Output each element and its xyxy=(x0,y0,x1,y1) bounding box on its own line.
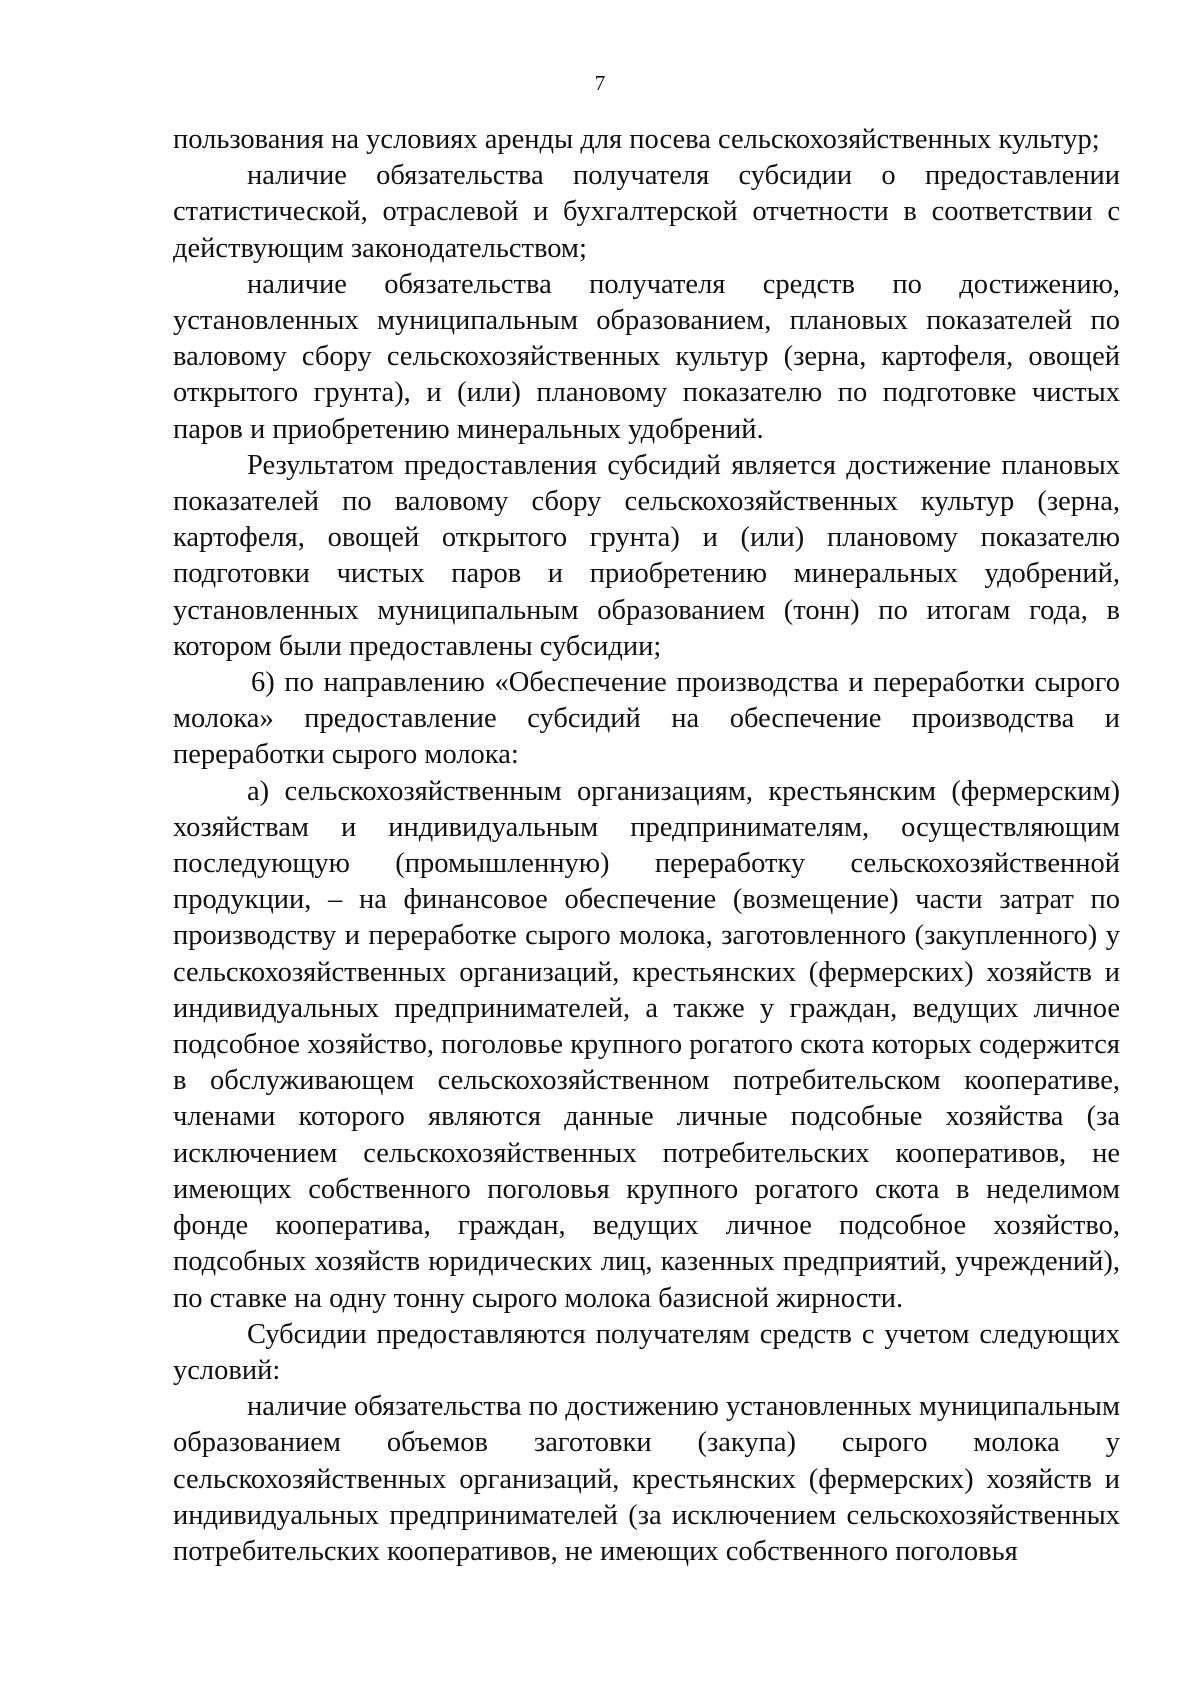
paragraph-subitem-a: а) сельскохозяйственным организациям, крестьянским (фермерским) хозяйствам и индивидуальным предпринимателям, осуществляющим последующую (промышленную) переработку сельскохозяйственной продукции, – на финансовое обеспечение (возмещение) части затрат по производству и переработке сырого молока, заготовленного (закупленного) у сельскохозяйственных организаций, крестьянских (фермерских) хозяйств и индивидуальных предпринимателей, а также у граждан, ведущих личное подсобное хозяйство, поголовье крупного рогатого скота которых содержится в обслуживающем сельскохозяйственном потребительском кооперативе, членами которого являются данные личные подсобные хозяйства (за исключением сельскохозяйственных потребительских кооперативов, не имеющих собственного поголовья крупного рогатого скота в неделимом фонде кооператива, граждан, ведущих личное подсобное хозяйство, подсобных хозяйств юридических лиц, казенных предприятий, учреждений), по ставке на одну тонну сырого молока базисной жирности. xyxy=(173,775,1120,1314)
paragraph-procurement-obligation: наличие обязательства по достижению установленных муниципальным образованием объемов заготовки (закупа) сырого молока у сельскохозяйственных организаций, крестьянских (фермерских) хозяйств и индивидуальных предпринимателей (за исключением сельскохозяйственных потребительских кооперативов, не имеющих собственного поголовья xyxy=(173,1391,1120,1567)
paragraph-conditions-intro: Субсидии предоставляются получателям средств с учетом следующих условий: xyxy=(173,1318,1120,1386)
paragraph-continuation: пользования на условиях аренды для посева сельскохозяйственных культур; xyxy=(173,124,1100,155)
page-number: 7 xyxy=(594,71,606,95)
paragraph-planned-indicators: наличие обязательства получателя средств по достижению, установленных муниципальным образованием, плановых показателей по валовому сбору сельскохозяйственных культур (зерна, картофеля, овощей открытого грунта), и (или) плановому показателю по подготовке чистых паров и приобретению минеральных удобрений. xyxy=(173,268,1120,445)
paragraph-reporting-obligation: наличие обязательства получателя субсидии о предоставлении статистической, отраслевой и бухгалтерской отчетности в соответствии с действующим законодательством; xyxy=(173,160,1120,264)
paragraph-subsidy-result: Результатом предоставления субсидий является достижение плановых показателей по валовому сбору сельскохозяйственных культур (зерна, картофеля, овощей открытого грунта) и (или) плановому показателю подготовки чистых паров и приобретению минеральных удобрений, установленных муниципальным образованием (тонн) по итогам года, в котором были предоставлены субсидии; xyxy=(173,449,1120,662)
document-body xyxy=(173,122,1120,1570)
paragraph-item-6: 6) по направлению «Обеспечение производства и переработки сырого молока» предоставление субсидий на обеспечение производства и переработки сырого молока: xyxy=(173,667,1120,771)
